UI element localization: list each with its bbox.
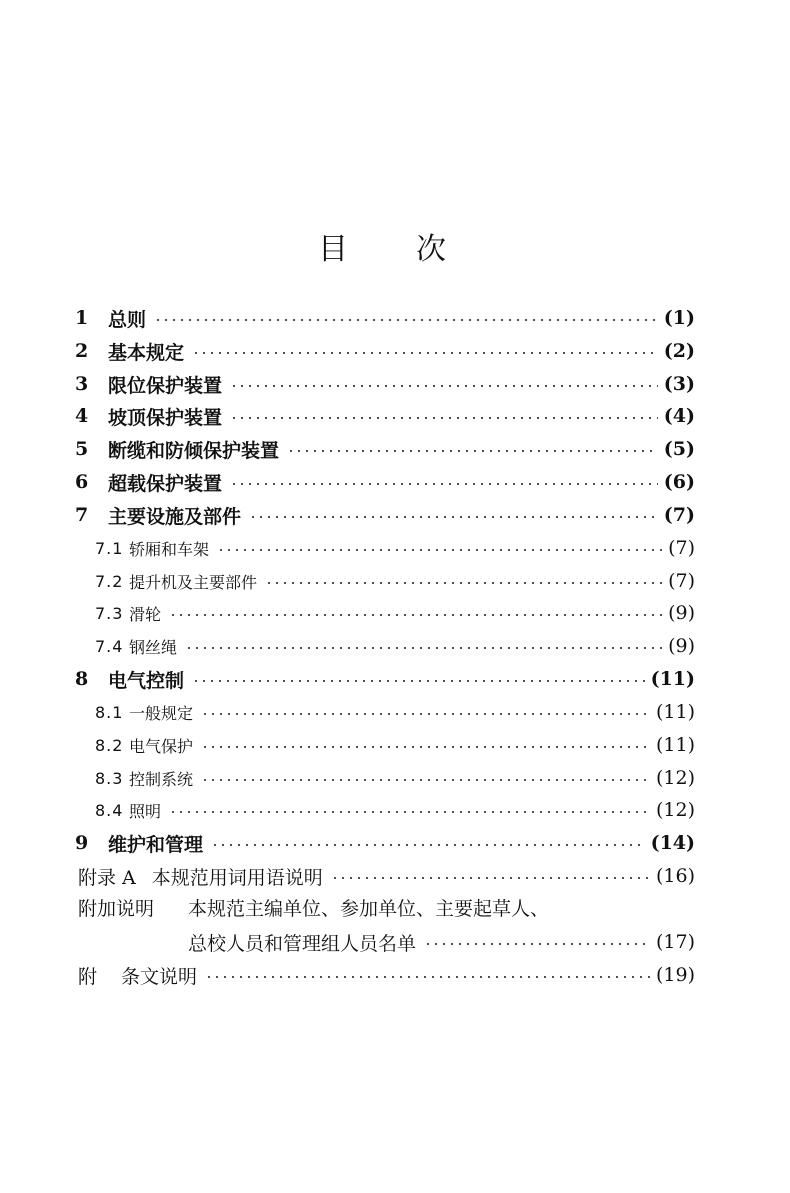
toc-entry-appendix-a[interactable] — [78, 861, 695, 891]
entry-number: 附录 A — [78, 866, 136, 889]
entry-page: (11) — [655, 734, 695, 756]
entry-page: (7) — [663, 504, 695, 526]
toc-entry-additional-notes[interactable] — [78, 894, 549, 924]
leader-dots — [249, 516, 658, 518]
toc-entry-8-3[interactable] — [95, 763, 695, 793]
entry-number: 4 — [75, 405, 89, 427]
entry-page: (6) — [663, 471, 695, 493]
entry-number: 9 — [75, 832, 89, 854]
entry-number: 8.2 — [95, 735, 124, 755]
leader-dots — [185, 647, 662, 649]
toc-entry-9[interactable] — [75, 828, 695, 858]
toc-entry-5[interactable] — [75, 434, 695, 464]
leader-dots — [201, 746, 650, 748]
title-char-1: 目 — [318, 232, 348, 267]
toc-entry-7-3[interactable] — [95, 598, 695, 628]
toc-entry-8[interactable] — [75, 664, 695, 694]
entry-number: 7.4 — [95, 636, 124, 656]
entry-number: 7.3 — [95, 603, 124, 623]
entry-page: (5) — [663, 438, 695, 460]
entry-page: (3) — [663, 373, 695, 395]
entry-label: 一般规定 — [129, 703, 194, 723]
entry-number: 附加说明 — [78, 898, 155, 920]
entry-page: (16) — [655, 865, 695, 887]
leader-dots — [287, 450, 658, 452]
entry-number: 7.2 — [95, 571, 124, 591]
entry-label: 控制系统 — [129, 769, 194, 789]
leader-dots — [211, 844, 645, 846]
entry-number: 8.4 — [95, 800, 124, 820]
entry-page: (7) — [668, 570, 695, 592]
leader-dots — [192, 680, 645, 682]
entry-label: 电气控制 — [108, 669, 185, 692]
entry-page: (1) — [663, 307, 695, 329]
entry-label: 本规范用词用语说明 — [151, 866, 323, 889]
entry-label: 轿厢和车架 — [129, 539, 210, 559]
entry-page: (17) — [655, 931, 695, 953]
entry-label: 坡顶保护装置 — [108, 406, 223, 429]
entry-page: (11) — [650, 668, 695, 690]
leader-dots — [230, 385, 658, 387]
toc-entry-8-1[interactable] — [95, 697, 695, 727]
entry-number: 3 — [75, 373, 89, 395]
toc-entry-commentary[interactable] — [78, 960, 695, 990]
leader-dots — [169, 614, 662, 616]
entry-label: 总校人员和管理组人员名单 — [188, 932, 417, 955]
toc-entry-8-2[interactable] — [95, 730, 695, 760]
entry-page: (12) — [655, 767, 695, 789]
entry-label: 主要设施及部件 — [108, 505, 242, 528]
leader-dots — [265, 582, 662, 584]
entry-number: 8.3 — [95, 768, 124, 788]
leader-dots — [424, 943, 650, 945]
leader-dots — [230, 417, 658, 419]
entry-number: 7.1 — [95, 538, 124, 558]
leader-dots — [230, 483, 658, 485]
entry-label: 滑轮 — [129, 604, 162, 624]
toc-entry-7[interactable] — [75, 500, 695, 530]
toc-entry-8-4[interactable] — [95, 795, 695, 825]
entry-number: 2 — [75, 340, 89, 362]
entry-label: 照明 — [129, 801, 162, 821]
entry-page: (7) — [668, 537, 695, 559]
entry-page: (14) — [650, 832, 695, 854]
entry-number: 5 — [75, 438, 89, 460]
entry-label: 提升机及主要部件 — [129, 572, 258, 592]
entry-label: 限位保护装置 — [108, 374, 223, 397]
entry-number: 1 — [75, 307, 89, 329]
entry-page: (4) — [663, 405, 695, 427]
leader-dots — [169, 811, 650, 813]
toc-entry-6[interactable] — [75, 467, 695, 497]
entry-label: 基本规定 — [108, 341, 185, 364]
entry-label: 断缆和防倾保护装置 — [108, 439, 280, 462]
leader-dots — [201, 713, 650, 715]
leader-dots — [154, 319, 658, 321]
entry-page: (9) — [668, 602, 695, 624]
toc-entry-2[interactable] — [75, 336, 695, 366]
toc-entry-7-2[interactable] — [95, 566, 695, 596]
entry-number: 6 — [75, 471, 89, 493]
entry-label: 钢丝绳 — [129, 637, 178, 657]
entry-number: 附 — [78, 965, 98, 988]
entry-label: 总则 — [108, 308, 147, 331]
entry-number: 7 — [75, 504, 89, 526]
toc-entry-7-4[interactable] — [95, 631, 695, 661]
entry-label: 条文说明 — [121, 965, 198, 988]
toc-entry-3[interactable] — [75, 369, 695, 399]
toc-entry-1[interactable] — [75, 303, 695, 333]
entry-number: 8 — [75, 668, 89, 690]
entry-label: 超载保护装置 — [108, 472, 223, 495]
toc-entry-4[interactable] — [75, 401, 695, 431]
leader-dots — [217, 549, 662, 551]
toc-entry-additional-notes-cont[interactable] — [188, 927, 695, 957]
leader-dots — [192, 352, 658, 354]
entry-page: (19) — [655, 964, 695, 986]
entry-label: 维护和管理 — [108, 833, 204, 856]
entry-label: 电气保护 — [129, 736, 194, 756]
entry-label: 本规范主编单位、参加单位、主要起草人、 — [188, 898, 550, 920]
leader-dots — [201, 779, 650, 781]
entry-page: (12) — [655, 799, 695, 821]
entry-number: 8.1 — [95, 702, 124, 722]
leader-dots — [331, 877, 650, 879]
title-char-2: 次 — [416, 232, 446, 267]
entry-page: (2) — [663, 340, 695, 362]
entry-page: (9) — [668, 635, 695, 657]
leader-dots — [205, 976, 650, 978]
entry-page: (11) — [655, 701, 695, 723]
toc-entry-7-1[interactable] — [95, 533, 695, 563]
